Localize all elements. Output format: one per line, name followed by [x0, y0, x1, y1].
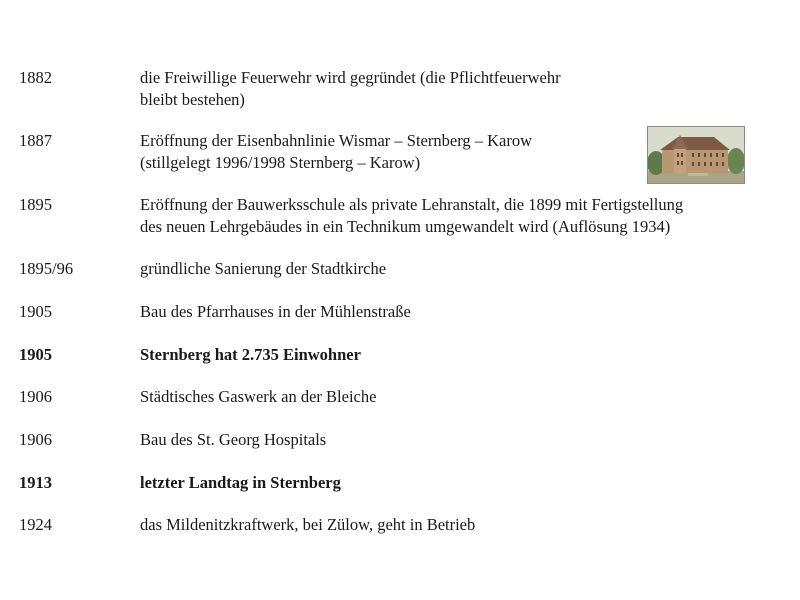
entry-year: 1905 — [19, 302, 52, 321]
entry-year: 1924 — [19, 515, 52, 534]
entry-year: 1895/96 — [19, 259, 74, 278]
entry-year: 1906 — [19, 430, 52, 449]
entry-text-line: gründliche Sanierung der Stadtkirche — [140, 259, 387, 278]
postcard-illustration — [648, 127, 744, 183]
entry-text-line: Eröffnung der Eisenbahnlinie Wismar – Sternberg – Karow — [140, 131, 533, 150]
entry-text — [140, 472, 760, 494]
entry-text-line: Sternberg hat 2.735 Einwohner — [140, 345, 361, 364]
entry-year: 1895 — [19, 195, 52, 214]
entry-text-line: letzter Landtag in Sternberg — [140, 473, 341, 492]
entry-text-line: (stillgelegt 1996/1998 Sternberg – Karow) — [140, 153, 421, 172]
entry-text-line: Bau des St. Georg Hospitals — [140, 430, 327, 449]
entry-text — [140, 258, 760, 280]
entry-text — [140, 194, 760, 238]
historic-building-postcard-image — [647, 126, 745, 184]
entry-text-line: Bau des Pfarrhauses in der Mühlenstraße — [140, 302, 411, 321]
entry-text-line: Städtisches Gaswerk an der Bleiche — [140, 387, 377, 406]
entry-text — [140, 344, 760, 366]
entry-year: 1906 — [19, 387, 52, 406]
entry-text-line: des neuen Lehrgebäudes in ein Technikum umgewandelt wird (Auflösung 1934) — [140, 217, 671, 236]
entry-text — [140, 429, 760, 451]
entry-year: 1905 — [19, 345, 52, 364]
entry-text-line: das Mildenitzkraftwerk, bei Zülow, geht in Betrieb — [140, 515, 476, 534]
entry-text-line: bleibt bestehen) — [140, 90, 245, 109]
entry-text — [140, 386, 760, 408]
postcard-building-wall — [662, 149, 728, 173]
entry-year: 1887 — [19, 131, 52, 150]
entry-text — [140, 67, 760, 111]
entry-text — [140, 514, 760, 536]
entry-text-line: Eröffnung der Bauwerksschule als private Lehranstalt, die 1899 mit Fertigstellung — [140, 195, 684, 214]
entry-text-line: die Freiwillige Feuerwehr wird gegründet (die Pflichtfeuerwehr — [140, 68, 561, 87]
postcard-path — [688, 173, 708, 176]
postcard-building-tower — [674, 149, 686, 173]
entry-year: 1913 — [19, 473, 52, 492]
entry-year: 1882 — [19, 68, 52, 87]
entry-text — [140, 301, 760, 323]
